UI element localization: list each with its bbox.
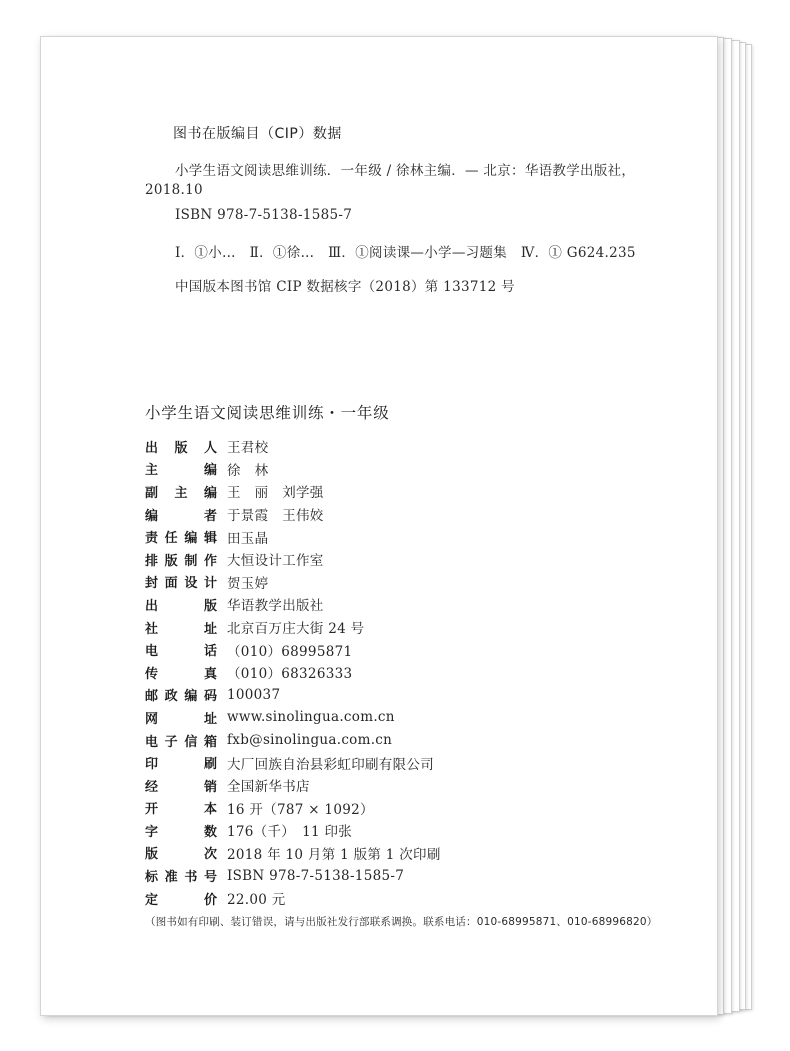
colophon-row [145,751,441,774]
colophon-row [145,548,441,571]
colophon-label: 出版 [145,598,217,614]
colophon-row [145,864,441,887]
colophon-label: 传真 [145,666,217,682]
cip-catalog-date: 2018.10 [145,182,203,198]
colophon-label: 出版人 [145,440,217,456]
colophon-value: www.sinolingua.com.cn [227,709,395,726]
colophon-row [145,638,441,661]
colophon-label: 电子信箱 [145,734,217,750]
colophon-value: 王君校 [227,440,269,457]
colophon-value: fxb@sinolingua.com.cn [227,732,393,749]
colophon-label: 版次 [145,847,217,863]
colophon-label: 排版制作 [145,553,217,569]
colophon-label: 社址 [145,621,217,637]
colophon-value: 王 丽 刘学强 [227,485,324,502]
copyright-page [40,36,718,1016]
colophon-value: 全国新华书店 [227,779,310,796]
colophon-value: 贺玉婷 [227,575,269,592]
colophon-label: 电话 [145,644,217,660]
colophon-value: 田玉晶 [227,530,269,547]
colophon-row [145,480,441,503]
colophon-row [145,887,441,910]
colophon-label: 标准书号 [145,870,217,886]
colophon-value: ISBN 978-7-5138-1585-7 [227,867,405,884]
colophon-row [145,458,441,481]
colophon-value: 徐 林 [227,462,269,479]
colophon-value: 16 开（787 × 1092） [227,801,374,818]
colophon-label: 封面设计 [145,576,217,592]
colophon-value: （010）68326333 [227,666,353,683]
colophon-row [145,571,441,594]
colophon-label: 主编 [145,463,217,479]
colophon-value: 22.00 元 [227,892,286,909]
colophon-value: 176（千） 11 印张 [227,824,353,841]
colophon-row [145,593,441,616]
colophon-row [145,503,441,526]
cip-heading: 图书在版编目（CIP）数据 [173,126,342,142]
colophon-row [145,729,441,752]
colophon-label: 邮政编码 [145,689,217,705]
colophon-label: 印刷 [145,757,217,773]
colophon-value: 于景霞 王伟姣 [227,508,324,525]
book-title: 小学生语文阅读思维训练・一年级 [145,404,390,422]
colophon-value: 华语教学出版社 [227,598,324,615]
cip-catalog-line: 小学生语文阅读思维训练．一年级 / 徐林主编．— 北京：华语教学出版社， [175,163,636,179]
colophon-label: 开本 [145,802,217,818]
colophon-label: 定价 [145,892,217,908]
colophon-row [145,797,441,820]
colophon-row [145,684,441,707]
colophon-row [145,819,441,842]
colophon-row [145,435,441,458]
colophon-row [145,774,441,797]
colophon-row [145,842,441,865]
colophon-value: 大恒设计工作室 [227,553,324,570]
colophon-list [145,435,441,909]
colophon-label: 网址 [145,711,217,727]
colophon-value: （010）68995871 [227,643,353,660]
colophon-value: 100037 [227,686,281,703]
colophon-row [145,525,441,548]
errata-footnote: （图书如有印刷、装订错误，请与出版社发行部联系调换。联系电话：010-68995871、010-68996820） [145,916,658,928]
cip-isbn: ISBN 978-7-5138-1585-7 [175,207,353,223]
cip-classification: Ⅰ．①小… Ⅱ．①徐… Ⅲ．①阅读课—小学—习题集 Ⅳ．① G624.235 [175,245,636,261]
colophon-value: 2018 年 10 月第 1 版第 1 次印刷 [227,846,441,863]
colophon-row [145,661,441,684]
colophon-value: 北京百万庄大街 24 号 [227,621,365,638]
colophon-label: 副主编 [145,485,217,501]
colophon-label: 编者 [145,508,217,524]
colophon-label: 字数 [145,824,217,840]
cip-record-number: 中国版本图书馆 CIP 数据核字（2018）第 133712 号 [175,279,515,295]
colophon-label: 责任编辑 [145,531,217,547]
colophon-label: 经销 [145,779,217,795]
colophon-row [145,706,441,729]
colophon-value: 大厂回族自治县彩虹印刷有限公司 [227,756,434,773]
colophon-row [145,616,441,639]
